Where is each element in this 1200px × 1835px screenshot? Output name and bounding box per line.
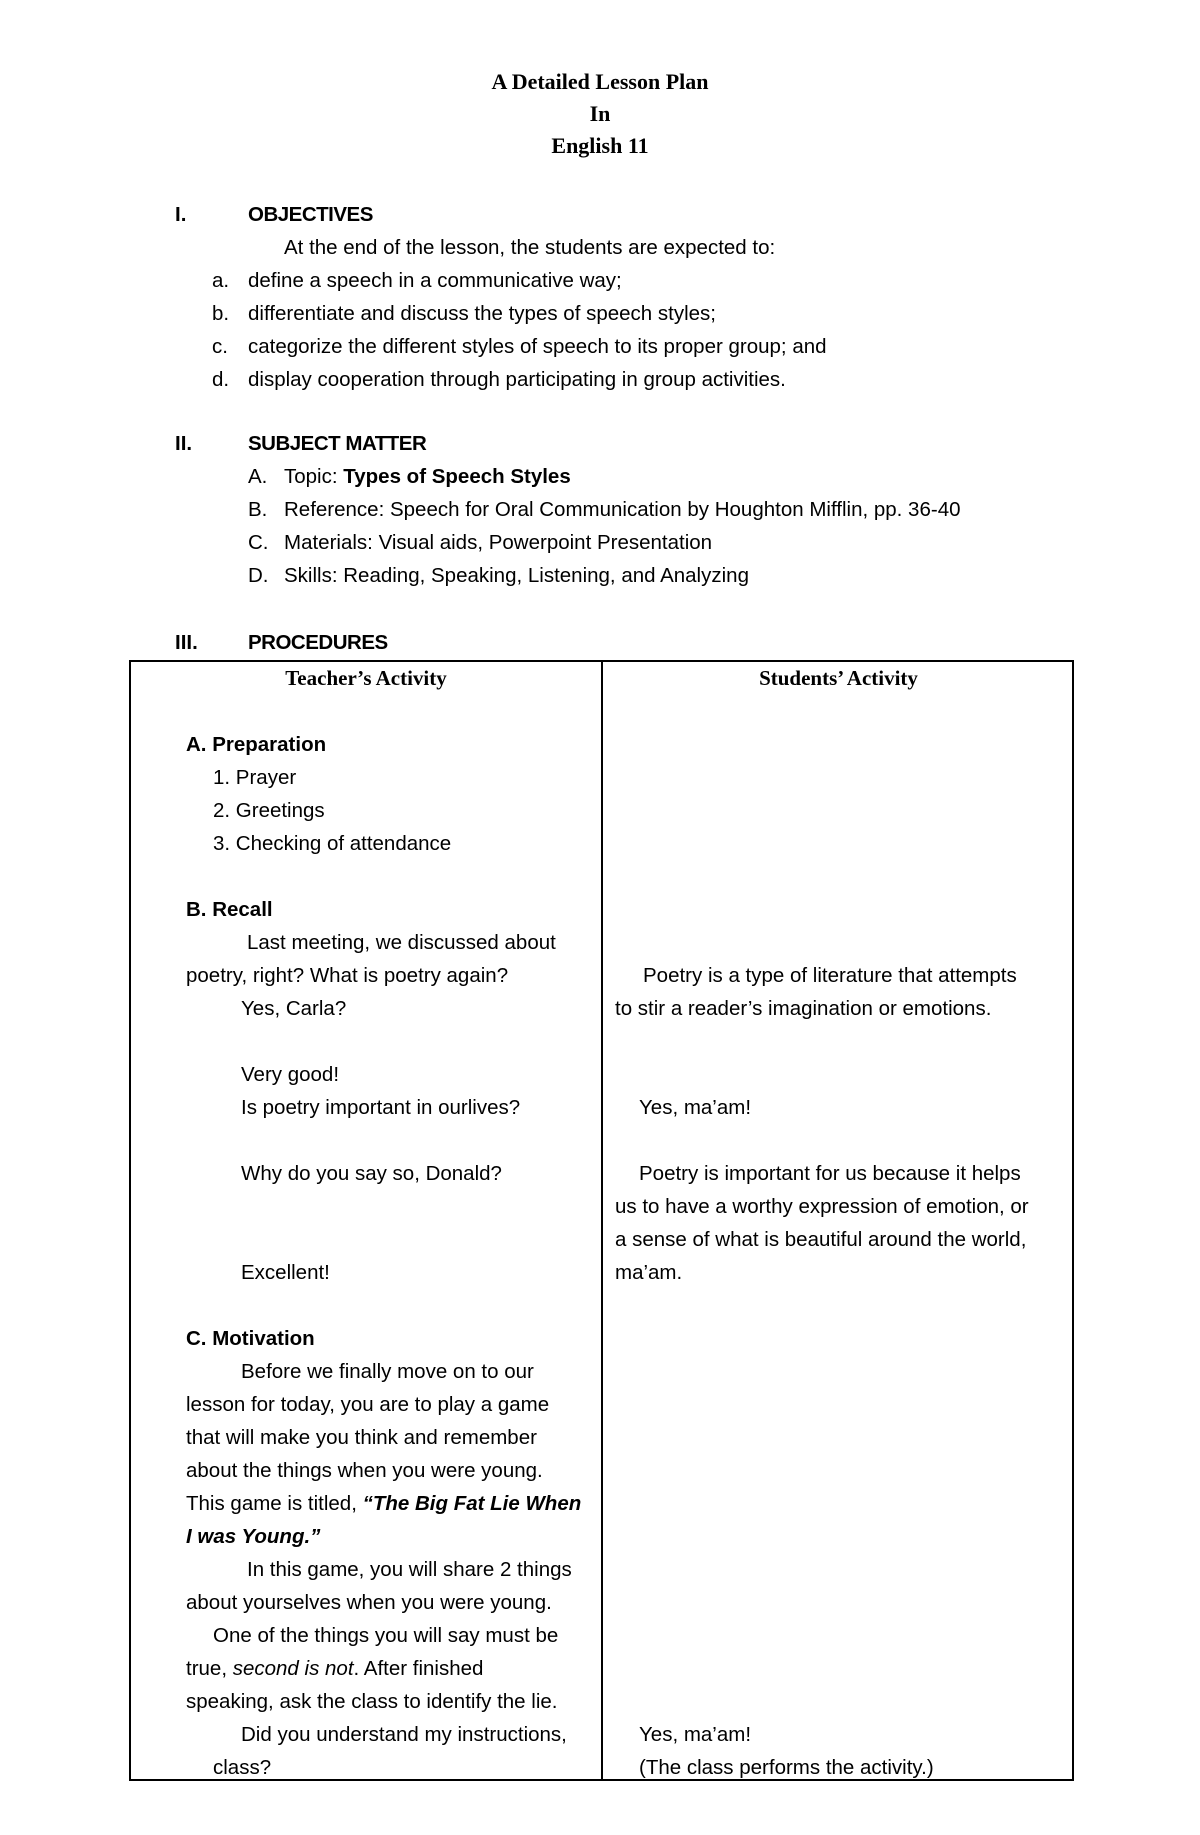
motivation-heading: C. Motivation bbox=[186, 1327, 315, 1350]
motivation-line: that will make you think and remember bbox=[186, 1426, 537, 1449]
motivation-emphasis: second is not bbox=[232, 1657, 354, 1680]
motivation-line: speaking, ask the class to identify the lie. bbox=[186, 1690, 558, 1713]
recall-teacher-line: Excellent! bbox=[241, 1261, 330, 1284]
student-response-line: to stir a reader’s imagination or emotions. bbox=[615, 997, 992, 1020]
recall-teacher-line: Is poetry important in ourlives? bbox=[241, 1096, 521, 1119]
game-title-continued: I was Young.” bbox=[186, 1525, 321, 1548]
student-response-line: a sense of what is beautiful around the world, bbox=[615, 1228, 1027, 1251]
subject-label: Materials: bbox=[284, 531, 379, 554]
column-divider bbox=[601, 662, 603, 1779]
recall-teacher-line: Last meeting, we discussed about bbox=[247, 931, 556, 954]
teacher-activity-header: Teacher’s Activity bbox=[285, 666, 447, 690]
student-response-line: Poetry is important for us because it helps bbox=[639, 1162, 1021, 1185]
subject-label: Reference: bbox=[284, 498, 390, 521]
student-response-line: ma’am. bbox=[615, 1261, 683, 1284]
preparation-heading: A. Preparation bbox=[186, 733, 327, 756]
game-title: “The Big Fat Lie When bbox=[362, 1492, 582, 1515]
motivation-line bbox=[186, 1487, 581, 1520]
student-response-line: Yes, ma’am! bbox=[639, 1096, 752, 1119]
preparation-item: 2. Greetings bbox=[213, 799, 325, 822]
objective-marker: a. bbox=[212, 269, 230, 292]
recall-teacher-line: Very good! bbox=[241, 1063, 340, 1086]
students-activity-header: Students’ Activity bbox=[759, 666, 918, 690]
subject-marker: C. bbox=[248, 531, 269, 554]
objective-text: differentiate and discuss the types of speech styles; bbox=[248, 302, 716, 325]
procedures-table bbox=[129, 660, 1074, 1781]
objectives-intro: At the end of the lesson, the students are expected to: bbox=[284, 236, 776, 259]
student-response-line: Yes, ma’am! bbox=[639, 1723, 752, 1746]
subject-matter-heading: SUBJECT MATTER bbox=[248, 432, 427, 455]
objectives-heading: OBJECTIVES bbox=[248, 203, 373, 226]
motivation-text: . After finished bbox=[353, 1657, 484, 1680]
preparation-item: 3. Checking of attendance bbox=[213, 832, 452, 855]
motivation-line bbox=[186, 1652, 483, 1685]
objective-marker: b. bbox=[212, 302, 230, 325]
preparation-item: 1. Prayer bbox=[213, 766, 297, 789]
subject-label: Skills: bbox=[284, 564, 344, 587]
subject-value: Speech for Oral Communication by Houghton Mifflin, pp. 36-40 bbox=[389, 498, 961, 521]
objective-text: categorize the different styles of speech to its proper group; and bbox=[248, 335, 827, 358]
document-title bbox=[0, 66, 1200, 162]
procedures-numeral: III. bbox=[175, 631, 198, 654]
objective-text: display cooperation through participating in group activities. bbox=[248, 368, 786, 391]
motivation-line: about yourselves when you were young. bbox=[186, 1591, 552, 1614]
recall-teacher-line: poetry, right? What is poetry again? bbox=[186, 964, 509, 987]
motivation-line: Did you understand my instructions, bbox=[241, 1723, 567, 1746]
objective-marker: c. bbox=[212, 335, 228, 358]
subject-marker: D. bbox=[248, 564, 269, 587]
recall-teacher-line: Yes, Carla? bbox=[241, 997, 347, 1020]
objective-marker: d. bbox=[212, 368, 230, 391]
procedures-heading: PROCEDURES bbox=[248, 631, 388, 654]
motivation-line: In this game, you will share 2 things bbox=[247, 1558, 572, 1581]
subject-marker: A. bbox=[248, 465, 268, 488]
subject-value: Reading, Speaking, Listening, and Analyzing bbox=[343, 564, 749, 587]
objectives-numeral: I. bbox=[175, 203, 187, 226]
student-response-line: us to have a worthy expression of emotion, or bbox=[615, 1195, 1029, 1218]
motivation-line: about the things when you were young. bbox=[186, 1459, 543, 1482]
student-response-line: Poetry is a type of literature that attempts bbox=[643, 964, 1017, 987]
subject-topic-value: Types of Speech Styles bbox=[343, 465, 571, 488]
student-response-line: (The class performs the activity.) bbox=[639, 1756, 934, 1779]
title-line-1: A Detailed Lesson Plan bbox=[491, 69, 709, 94]
subject-label: Topic: bbox=[284, 465, 344, 488]
motivation-line: One of the things you will say must be bbox=[213, 1624, 559, 1647]
recall-heading: B. Recall bbox=[186, 898, 273, 921]
title-line-3: English 11 bbox=[551, 133, 649, 158]
title-line-2: In bbox=[589, 101, 611, 126]
recall-teacher-line: Why do you say so, Donald? bbox=[241, 1162, 502, 1185]
objective-text: define a speech in a communicative way; bbox=[248, 269, 622, 292]
motivation-text: true, bbox=[186, 1657, 233, 1680]
motivation-line: lesson for today, you are to play a game bbox=[186, 1393, 550, 1416]
subject-value: Visual aids, Powerpoint Presentation bbox=[378, 531, 713, 554]
motivation-line: class? bbox=[213, 1756, 272, 1779]
subject-matter-numeral: II. bbox=[175, 432, 193, 455]
motivation-line: Before we finally move on to our bbox=[241, 1360, 534, 1383]
motivation-text: This game is titled, bbox=[186, 1492, 363, 1515]
subject-marker: B. bbox=[248, 498, 268, 521]
